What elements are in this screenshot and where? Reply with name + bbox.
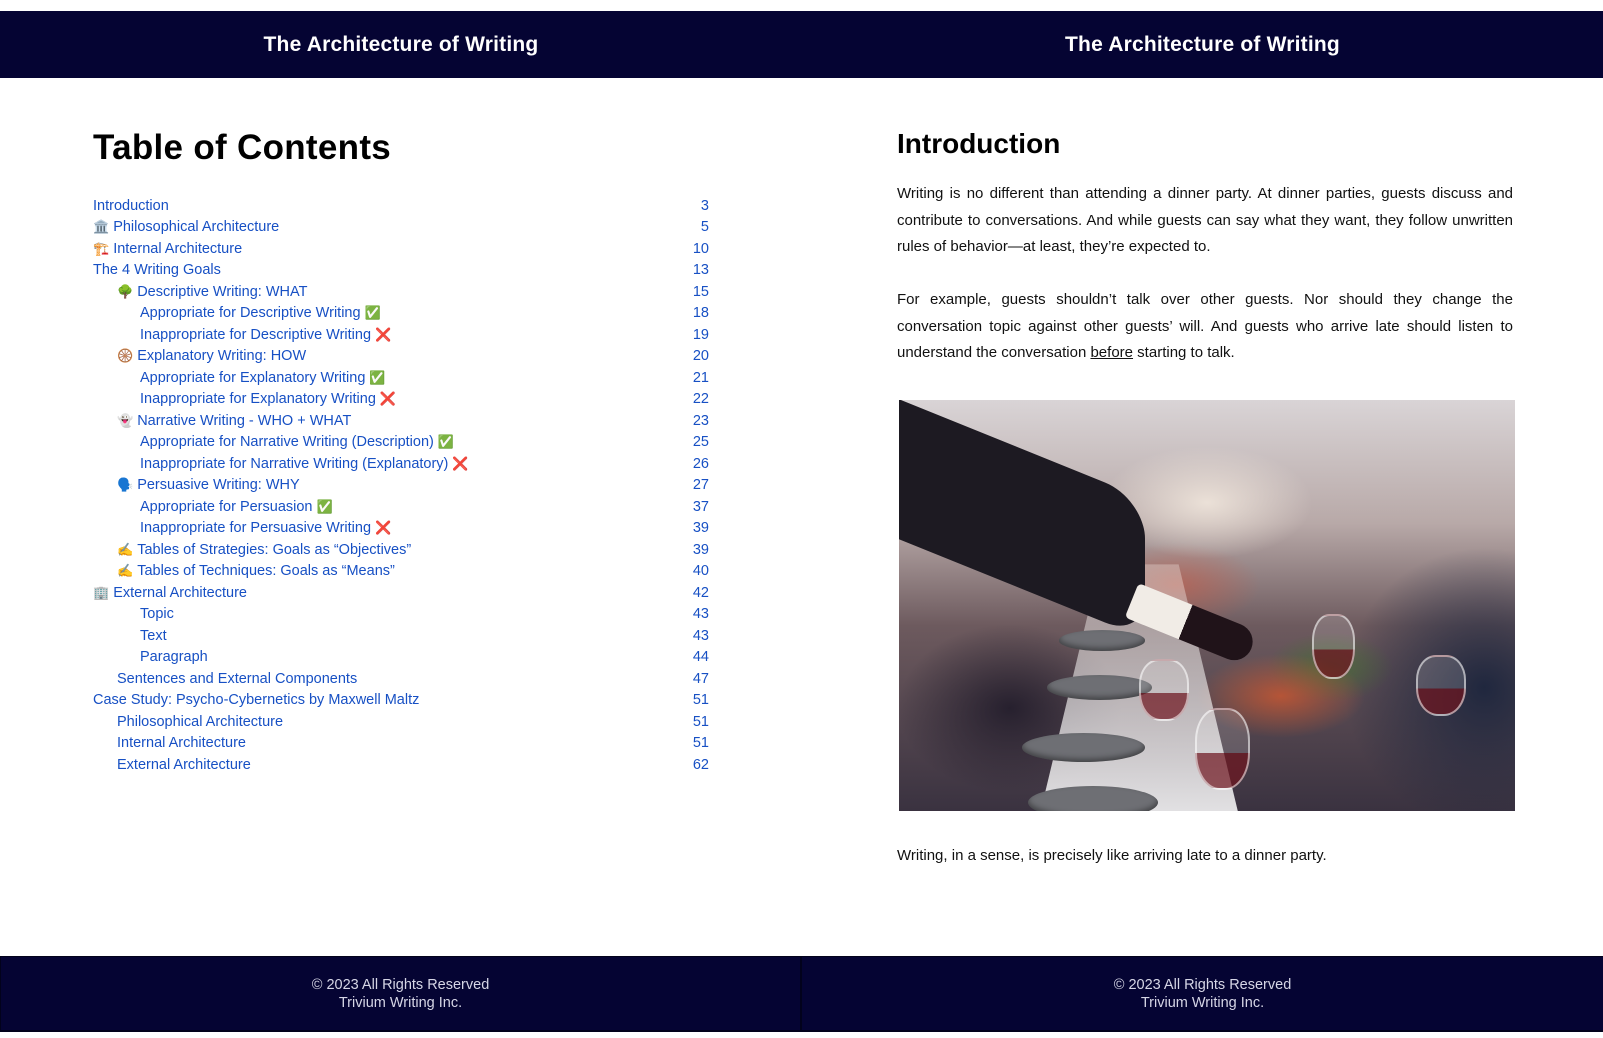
toc-page-number[interactable]: 37 bbox=[692, 498, 709, 515]
toc-page-number[interactable]: 47 bbox=[692, 670, 709, 687]
check-mark-icon: ✅ bbox=[316, 498, 333, 514]
toc-entry-label[interactable] bbox=[93, 348, 306, 364]
toc-entry-label[interactable] bbox=[93, 477, 300, 493]
toc-entry-text[interactable]: Appropriate for Explanatory Writing bbox=[140, 369, 366, 386]
section-emoji-icon: 🏢 bbox=[93, 584, 110, 600]
toc-entry-text[interactable]: Paragraph bbox=[140, 649, 208, 666]
paragraph-text: starting to talk. bbox=[1133, 344, 1235, 361]
page-footer bbox=[802, 956, 1603, 1032]
toc-page-number[interactable]: 39 bbox=[692, 541, 709, 558]
photo-wine-glass bbox=[1416, 655, 1465, 717]
toc-entry-text[interactable]: Philosophical Architecture bbox=[117, 713, 284, 730]
section-emoji-icon: 🛞 bbox=[117, 348, 134, 364]
toc-heading: Table of Contents bbox=[93, 128, 392, 167]
section-heading: Introduction bbox=[897, 128, 1061, 159]
book-title: The Architecture of Writing bbox=[1065, 32, 1340, 56]
photo-plate bbox=[1028, 786, 1157, 811]
toc-entry-text[interactable]: The 4 Writing Goals bbox=[93, 262, 221, 279]
toc-page-number[interactable]: 21 bbox=[692, 369, 709, 386]
page-introduction bbox=[802, 0, 1603, 1038]
toc-entry[interactable] bbox=[93, 668, 709, 690]
toc-entry[interactable] bbox=[93, 238, 709, 260]
toc-entry-text[interactable]: Inappropriate for Explanatory Writing bbox=[140, 391, 376, 408]
toc-entry[interactable] bbox=[93, 690, 709, 712]
photo-waiter-arm bbox=[899, 400, 1145, 639]
toc-page-number[interactable]: 43 bbox=[692, 606, 709, 623]
toc-entry-text[interactable]: Case Study: Psycho-Cybernetics by Maxwell Maltz bbox=[93, 692, 420, 709]
toc-entry-text[interactable]: Narrative Writing - WHO + WHAT bbox=[137, 412, 352, 429]
copyright-text: © 2023 All Rights Reserved bbox=[311, 976, 490, 993]
toc-page-number[interactable]: 13 bbox=[692, 262, 709, 279]
toc-entry[interactable] bbox=[93, 754, 709, 776]
emphasis-before: before bbox=[1090, 344, 1134, 361]
section-emoji-icon: 🏗️ bbox=[93, 240, 110, 256]
page-header bbox=[0, 11, 802, 78]
photo-wine-glass bbox=[1139, 659, 1188, 721]
toc-page-number[interactable]: 26 bbox=[692, 455, 709, 472]
toc-entry-label[interactable] bbox=[93, 413, 351, 429]
toc-entry[interactable] bbox=[93, 582, 709, 604]
toc-entry[interactable] bbox=[93, 303, 709, 325]
toc-page-number[interactable]: 5 bbox=[700, 219, 709, 236]
toc-page-number[interactable]: 39 bbox=[692, 520, 709, 537]
toc-entry[interactable] bbox=[93, 367, 709, 389]
toc-entry-label[interactable] bbox=[93, 219, 279, 235]
photo-wine-glass bbox=[1312, 614, 1355, 680]
intro-paragraph-1: Writing is no different than attending a dinner party. At dinner parties, guests discuss and contribute to conversations. And while guests can say what they want, they follow unwritten rules of behavior—at least, they’re expected to. bbox=[897, 185, 1513, 255]
toc-page-number[interactable]: 51 bbox=[692, 735, 709, 752]
toc-entry[interactable] bbox=[93, 733, 709, 755]
toc-entry[interactable] bbox=[93, 346, 709, 368]
section-emoji-icon: ✍️ bbox=[117, 541, 134, 557]
toc-entry-label[interactable] bbox=[93, 649, 208, 665]
toc-entry-label[interactable] bbox=[93, 520, 391, 536]
toc-entry[interactable] bbox=[93, 711, 709, 733]
cross-mark-icon: ❌ bbox=[452, 455, 469, 471]
toc-entry[interactable] bbox=[93, 195, 709, 217]
section-emoji-icon: 🗣️ bbox=[117, 477, 134, 493]
toc-entry-text[interactable]: Persuasive Writing: WHY bbox=[137, 477, 300, 494]
toc-entry-text[interactable]: Introduction bbox=[93, 197, 169, 214]
toc-entry-label[interactable] bbox=[93, 563, 395, 579]
toc-page-number[interactable]: 22 bbox=[692, 391, 709, 408]
toc-page-number[interactable]: 23 bbox=[692, 412, 709, 429]
book-title: The Architecture of Writing bbox=[263, 32, 539, 56]
toc-page-number[interactable]: 51 bbox=[692, 692, 709, 709]
dinner-party-photo bbox=[899, 400, 1515, 811]
check-mark-icon: ✅ bbox=[437, 434, 455, 450]
toc-entry-label[interactable] bbox=[93, 456, 469, 472]
toc-entry-text[interactable]: Text bbox=[140, 627, 167, 644]
toc-entry-label[interactable] bbox=[93, 499, 333, 515]
toc-entry-label[interactable] bbox=[93, 757, 251, 773]
company-name: Trivium Writing Inc. bbox=[1140, 994, 1265, 1011]
paragraph-text: For example, guests shouldn’t talk over other guests. Nor should they change the conversation topic against other guests’ will. And guests who arrive late should listen to understand the conversation bbox=[897, 291, 1513, 361]
toc-entry-text[interactable]: Tables of Strategies: Goals as “Objectives” bbox=[137, 541, 412, 558]
toc-entry-label[interactable] bbox=[93, 735, 246, 751]
section-emoji-icon: 👻 bbox=[117, 412, 134, 428]
toc-entry-label[interactable] bbox=[93, 671, 357, 687]
toc-list bbox=[93, 195, 709, 776]
toc-entry-text[interactable]: Inappropriate for Descriptive Writing bbox=[140, 326, 372, 343]
toc-entry-label[interactable] bbox=[93, 391, 396, 407]
toc-entry-label[interactable] bbox=[93, 714, 283, 730]
toc-entry-label[interactable] bbox=[93, 606, 174, 622]
toc-entry[interactable] bbox=[93, 475, 709, 497]
toc-entry-text[interactable]: Topic bbox=[140, 606, 174, 623]
toc-entry[interactable] bbox=[93, 647, 709, 669]
toc-entry-text[interactable]: Descriptive Writing: WHAT bbox=[137, 283, 308, 300]
toc-entry-text[interactable]: Inappropriate for Persuasive Writing bbox=[140, 520, 372, 537]
toc-entry-label[interactable] bbox=[93, 284, 307, 300]
toc-page-number[interactable]: 27 bbox=[692, 477, 709, 494]
toc-entry-label[interactable] bbox=[93, 198, 169, 214]
photo-wine-glass bbox=[1195, 708, 1250, 790]
toc-page-number[interactable]: 42 bbox=[692, 584, 709, 601]
toc-page-number[interactable]: 25 bbox=[692, 434, 709, 451]
toc-entry[interactable] bbox=[93, 260, 709, 282]
toc-page-number[interactable]: 19 bbox=[692, 326, 709, 343]
toc-entry[interactable] bbox=[93, 389, 709, 411]
check-mark-icon: ✅ bbox=[369, 369, 386, 385]
toc-entry-text[interactable]: Philosophical Architecture bbox=[113, 219, 280, 236]
toc-entry-label[interactable] bbox=[93, 542, 411, 558]
toc-page-number[interactable]: 18 bbox=[692, 305, 709, 322]
company-name: Trivium Writing Inc. bbox=[338, 994, 463, 1011]
check-mark-icon: ✅ bbox=[364, 305, 381, 321]
toc-entry[interactable] bbox=[93, 281, 709, 303]
cross-mark-icon: ❌ bbox=[379, 391, 397, 407]
toc-entry-text[interactable]: Explanatory Writing: HOW bbox=[137, 348, 307, 365]
toc-entry[interactable] bbox=[93, 432, 709, 454]
photo-plate bbox=[1047, 675, 1152, 700]
toc-entry-text[interactable]: Tables of Techniques: Goals as “Means” bbox=[137, 563, 395, 580]
toc-entry-label[interactable] bbox=[93, 262, 221, 278]
toc-page-number[interactable]: 44 bbox=[692, 649, 709, 666]
section-emoji-icon: 🌳 bbox=[117, 283, 134, 299]
toc-entry-label[interactable] bbox=[93, 241, 242, 257]
page-footer bbox=[0, 956, 802, 1032]
toc-entry-label[interactable] bbox=[93, 628, 167, 644]
toc-entry-label[interactable] bbox=[93, 327, 391, 343]
toc-entry-label[interactable] bbox=[93, 434, 454, 450]
toc-entry-text[interactable]: Internal Architecture bbox=[113, 240, 243, 257]
page-header bbox=[802, 11, 1603, 78]
photo-plate bbox=[1022, 733, 1145, 762]
toc-entry[interactable] bbox=[93, 604, 709, 626]
toc-entry[interactable] bbox=[93, 324, 709, 346]
intro-paragraph-2 bbox=[897, 287, 1513, 367]
toc-page-number[interactable]: 15 bbox=[692, 283, 709, 300]
cross-mark-icon: ❌ bbox=[375, 520, 392, 536]
copyright-text: © 2023 All Rights Reserved bbox=[1113, 976, 1292, 993]
cross-mark-icon: ❌ bbox=[375, 326, 392, 342]
toc-page-number[interactable]: 62 bbox=[692, 756, 709, 773]
toc-entry[interactable] bbox=[93, 496, 709, 518]
photo-plate bbox=[1059, 630, 1145, 651]
toc-entry-label[interactable] bbox=[93, 585, 247, 601]
toc-entry[interactable] bbox=[93, 561, 709, 583]
toc-entry[interactable] bbox=[93, 410, 709, 432]
toc-entry-label[interactable] bbox=[93, 692, 419, 708]
toc-entry-label[interactable] bbox=[93, 370, 386, 386]
toc-entry-label[interactable] bbox=[93, 305, 381, 321]
toc-entry-text[interactable]: Internal Architecture bbox=[117, 735, 246, 752]
toc-page-number[interactable]: 43 bbox=[692, 627, 709, 644]
toc-entry[interactable] bbox=[93, 539, 709, 561]
toc-page-number[interactable]: 3 bbox=[700, 197, 709, 214]
toc-page-number[interactable]: 20 bbox=[692, 348, 709, 365]
toc-entry-text[interactable]: Inappropriate for Narrative Writing (Explanatory) bbox=[140, 455, 449, 472]
toc-page-number[interactable]: 40 bbox=[692, 563, 709, 580]
toc-entry-text[interactable]: Sentences and External Components bbox=[117, 670, 358, 687]
toc-entry[interactable] bbox=[93, 518, 709, 540]
toc-entry-text[interactable]: Appropriate for Narrative Writing (Description) bbox=[140, 434, 434, 451]
section-emoji-icon: 🏛️ bbox=[93, 219, 110, 235]
toc-entry-text[interactable]: External Architecture bbox=[113, 584, 247, 601]
toc-entry[interactable] bbox=[93, 453, 709, 475]
toc-entry[interactable] bbox=[93, 217, 709, 239]
toc-entry-text[interactable]: Appropriate for Persuasion bbox=[140, 498, 313, 515]
intro-paragraph-3: Writing, in a sense, is precisely like arriving late to a dinner party. bbox=[897, 847, 1327, 864]
toc-page-number[interactable]: 10 bbox=[692, 240, 709, 257]
section-emoji-icon: ✍️ bbox=[117, 563, 134, 579]
toc-entry-text[interactable]: External Architecture bbox=[117, 756, 251, 773]
toc-entry[interactable] bbox=[93, 625, 709, 647]
toc-entry-text[interactable]: Appropriate for Descriptive Writing bbox=[140, 305, 361, 322]
toc-page-number[interactable]: 51 bbox=[692, 713, 709, 730]
